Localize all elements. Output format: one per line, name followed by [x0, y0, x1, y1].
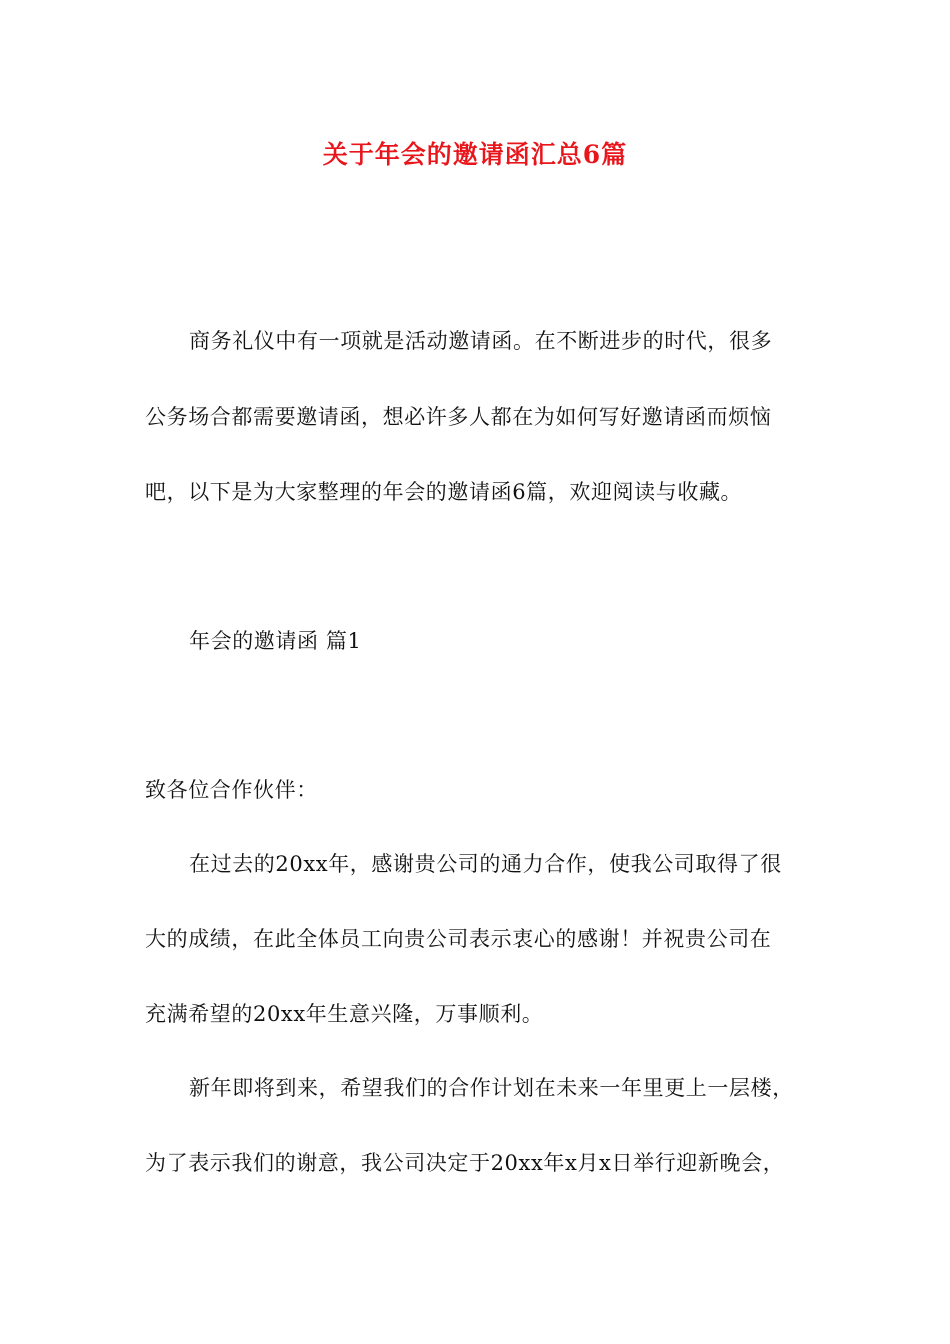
intro-line-2: 公务场合都需要邀请函，想必许多人都在为如何写好邀请函而烦恼 — [145, 405, 772, 429]
body-line-2: 大的成绩，在此全体员工向贵公司表示衷心的感谢！并祝贵公司在 — [145, 927, 772, 951]
intro-line-3: 吧，以下是为大家整理的年会的邀请函6篇，欢迎阅读与收藏。 — [145, 480, 743, 504]
intro-line-1: 商务礼仪中有一项就是活动邀请函。在不断进步的时代，很多 — [189, 329, 773, 353]
document-title: 关于年会的邀请函汇总6篇 — [322, 140, 628, 169]
body-line-3: 充满希望的20xx年生意兴隆，万事顺利。 — [145, 1002, 544, 1026]
body-line-5: 为了表示我们的谢意，我公司决定于20xx年x月x日举行迎新晚会， — [145, 1151, 785, 1175]
body-line-4: 新年即将到来，希望我们的合作计划在未来一年里更上一层楼， — [189, 1076, 794, 1100]
body-line-1: 在过去的20xx年，感谢贵公司的通力合作，使我公司取得了很 — [189, 852, 782, 876]
salutation: 致各位合作伙伴： — [145, 778, 318, 802]
section-heading: 年会的邀请函 篇1 — [189, 629, 362, 653]
